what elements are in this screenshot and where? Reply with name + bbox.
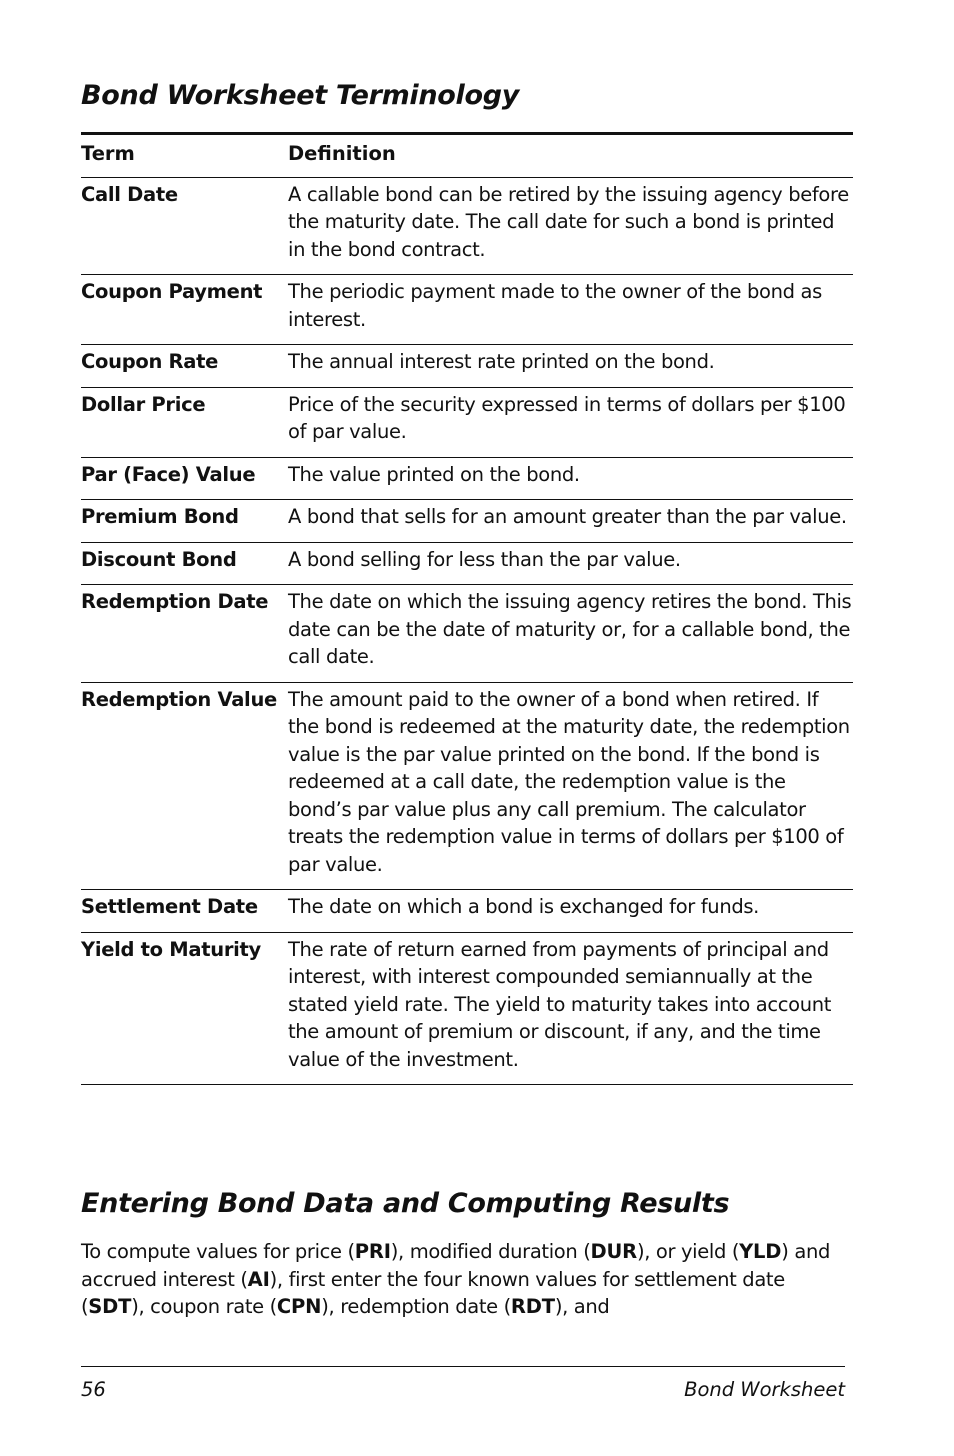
key-label: SDT: [88, 1295, 132, 1318]
table-body: [81, 177, 853, 1085]
term-cell: Par (Face) Value: [81, 457, 288, 500]
paragraph-text: ), modified duration (: [390, 1240, 591, 1263]
table-row: [81, 275, 853, 345]
key-label: PRI: [354, 1240, 391, 1263]
definition-cell: A callable bond can be retired by the issuing agency before the maturity date. The call date for such a bond is printed in the bond contract.: [288, 177, 853, 275]
table-row: [81, 177, 853, 275]
table-row: [81, 345, 853, 388]
column-header-definition: Definition: [288, 134, 853, 178]
table-row: [81, 457, 853, 500]
table-header-row: [81, 134, 853, 178]
table-row: [81, 682, 853, 890]
term-cell: Redemption Value: [81, 682, 288, 890]
key-label: YLD: [739, 1240, 782, 1263]
key-label: RDT: [510, 1295, 555, 1318]
terminology-table: [81, 132, 853, 1085]
table-row: [81, 500, 853, 543]
definition-cell: The periodic payment made to the owner of the bond as interest.: [288, 275, 853, 345]
definition-cell: Price of the security expressed in terms of dollars per $100 of par value.: [288, 387, 853, 457]
term-cell: Dollar Price: [81, 387, 288, 457]
definition-cell: The value printed on the bond.: [288, 457, 853, 500]
term-cell: Redemption Date: [81, 585, 288, 683]
term-cell: Coupon Payment: [81, 275, 288, 345]
term-cell: Discount Bond: [81, 542, 288, 585]
key-label: DUR: [590, 1240, 637, 1263]
column-header-term: Term: [81, 134, 288, 178]
paragraph-text: ), first enter the four known values for settlement date (: [81, 1267, 785, 1318]
footer-divider: [81, 1366, 845, 1367]
table-row: [81, 387, 853, 457]
paragraph-text: ), and: [554, 1295, 610, 1318]
paragraph-text: ), coupon rate (: [131, 1295, 277, 1318]
term-cell: Premium Bond: [81, 500, 288, 543]
term-cell: Yield to Maturity: [81, 932, 288, 1085]
term-cell: Coupon Rate: [81, 345, 288, 388]
definition-cell: The date on which a bond is exchanged for funds.: [288, 890, 853, 933]
table-row: [81, 542, 853, 585]
table-row: [81, 890, 853, 933]
section-title-entering-data: Entering Bond Data and Computing Results: [81, 1188, 730, 1219]
table-header: [81, 134, 853, 178]
definition-cell: The rate of return earned from payments of principal and interest, with interest compounded semiannually at the stated yield rate. The yield to maturity takes into account the amount of premium or discount, if any, and the time value of the investment.: [288, 932, 853, 1085]
table-row: [81, 585, 853, 683]
term-cell: Call Date: [81, 177, 288, 275]
key-label: CPN: [276, 1295, 322, 1318]
term-cell: Settlement Date: [81, 890, 288, 933]
definition-cell: The date on which the issuing agency retires the bond. This date can be the date of maturity or, for a callable bond, the call date.: [288, 585, 853, 683]
table-row: [81, 932, 853, 1085]
definition-cell: The amount paid to the owner of a bond when retired. If the bond is redeemed at the maturity date, the redemption value is the par value printed on the bond. If the bond is redeemed at a call date, the redemption value is the bond’s par value plus any call premium. The calculator treats the redemption value in terms of dollars per $100 of par value.: [288, 682, 853, 890]
paragraph-text: To compute values for price (: [81, 1240, 355, 1263]
key-label: AI: [247, 1267, 270, 1291]
paragraph-text: ) and accrued interest (: [81, 1240, 830, 1291]
body-paragraph: [81, 1238, 853, 1321]
page-number: 56: [81, 1378, 106, 1401]
section-title-terminology: Bond Worksheet Terminology: [81, 80, 520, 111]
paragraph-text: ), redemption date (: [321, 1295, 511, 1318]
definition-cell: A bond selling for less than the par value.: [288, 542, 853, 585]
definition-cell: A bond that sells for an amount greater than the par value.: [288, 500, 853, 543]
definition-cell: The annual interest rate printed on the bond.: [288, 345, 853, 388]
chapter-title: Bond Worksheet: [684, 1378, 845, 1401]
paragraph-text: ), or yield (: [636, 1240, 740, 1263]
